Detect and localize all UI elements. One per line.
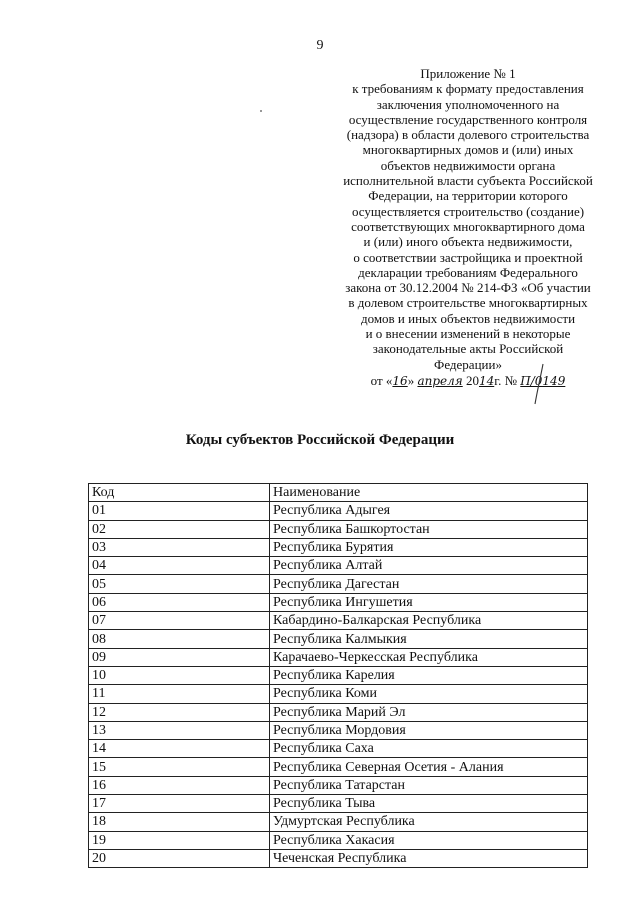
appendix-line: Приложение № 1 — [420, 66, 516, 81]
order-mid: » — [407, 372, 418, 388]
region-name: Республика Мордовия — [270, 721, 588, 739]
region-name: Республика Ингушетия — [270, 593, 588, 611]
appendix-line: заключения уполномоченного на — [376, 96, 560, 112]
region-name: Республика Коми — [270, 685, 588, 703]
region-name: Карачаево-Черкесская Республика — [270, 648, 588, 666]
region-code: 16 — [89, 776, 270, 794]
table-row — [89, 740, 588, 758]
appendix-line: и (или) иного объекта недвижимости, — [363, 234, 573, 250]
scan-speck — [260, 110, 262, 112]
appendix-line: в долевом строительстве многоквартирных — [348, 295, 588, 311]
appendix-line: осуществление государственного контроля — [348, 111, 588, 127]
appendix-line: осуществляется строительство (создание) — [351, 203, 585, 219]
region-name: Республика Тыва — [270, 795, 588, 813]
region-name: Республика Марий Эл — [270, 703, 588, 721]
table-row — [89, 795, 588, 813]
region-name: Кабардино-Балкарская Республика — [270, 612, 588, 630]
appendix-line: соответствующих многоквартирного дома — [351, 218, 585, 234]
table-row — [89, 593, 588, 611]
region-code: 17 — [89, 795, 270, 813]
region-name: Республика Башкортостан — [270, 520, 588, 538]
appendix-header — [318, 66, 618, 389]
region-code: 04 — [89, 557, 270, 575]
region-code: 19 — [89, 831, 270, 849]
table-row — [89, 538, 588, 556]
order-reference — [318, 373, 618, 389]
table-row — [89, 648, 588, 666]
table-row — [89, 685, 588, 703]
table-row — [89, 831, 588, 849]
appendix-line: закона от 30.12.2004 № 214-ФЗ «Об участии — [345, 280, 591, 296]
order-prefix: от « — [370, 372, 393, 388]
table-row — [89, 703, 588, 721]
region-code: 09 — [89, 648, 270, 666]
table-row — [89, 575, 588, 593]
table-row — [89, 630, 588, 648]
region-code: 11 — [89, 685, 270, 703]
appendix-line: домов и иных объектов недвижимости — [360, 310, 576, 326]
table-row — [89, 849, 588, 867]
table-header-row — [89, 484, 588, 502]
order-day: 16 — [392, 373, 408, 388]
table-row — [89, 776, 588, 794]
region-name: Республика Татарстан — [270, 776, 588, 794]
appendix-line: законодательные акты Российской — [372, 341, 564, 357]
table-row — [89, 813, 588, 831]
region-name: Республика Северная Осетия - Алания — [270, 758, 588, 776]
region-name: Республика Бурятия — [270, 538, 588, 556]
appendix-line: исполнительной власти субъекта Российской — [343, 173, 593, 189]
appendix-line: и о внесении изменений в некоторые — [365, 326, 571, 342]
appendix-line: Федерации» — [434, 356, 502, 372]
region-code: 01 — [89, 502, 270, 520]
region-name: Республика Адыгея — [270, 502, 588, 520]
page-number: 9 — [316, 38, 324, 53]
region-code: 03 — [89, 538, 270, 556]
table-row — [89, 520, 588, 538]
appendix-line: декларации требованиям Федерального — [358, 264, 578, 280]
region-name: Республика Калмыкия — [270, 630, 588, 648]
region-code: 05 — [89, 575, 270, 593]
table-body — [89, 502, 588, 868]
appendix-line: о соответствии застройщика и проектной — [353, 249, 583, 265]
region-name: Республика Хакасия — [270, 831, 588, 849]
region-name: Удмуртская Республика — [270, 813, 588, 831]
region-code: 18 — [89, 813, 270, 831]
region-code: 10 — [89, 666, 270, 684]
region-code: 14 — [89, 740, 270, 758]
order-year-suffix: 14 — [478, 373, 495, 388]
appendix-line: объектов недвижимости органа — [380, 157, 556, 173]
region-name: Республика Алтай — [270, 557, 588, 575]
header-name: Наименование — [270, 484, 588, 502]
region-code: 06 — [89, 593, 270, 611]
table-row — [89, 721, 588, 739]
region-code: 07 — [89, 612, 270, 630]
region-name: Республика Дагестан — [270, 575, 588, 593]
region-name: Чеченская Республика — [270, 849, 588, 867]
table-row — [89, 557, 588, 575]
document-title: Коды субъектов Российской Федерации — [185, 432, 455, 448]
table-row — [89, 758, 588, 776]
appendix-line: к требованиям к формату предоставления — [352, 81, 584, 97]
table-row — [89, 666, 588, 684]
region-code: 20 — [89, 849, 270, 867]
region-code: 02 — [89, 520, 270, 538]
order-year-prefix: 20 — [462, 372, 479, 388]
header-code: Код — [89, 484, 270, 502]
appendix-line: многоквартирных домов и (или) иных — [362, 142, 574, 158]
appendix-line: Федерации, на территории которого — [368, 188, 568, 204]
table-row — [89, 502, 588, 520]
region-code: 08 — [89, 630, 270, 648]
region-code: 13 — [89, 721, 270, 739]
order-number: П/0149 — [520, 373, 566, 388]
region-code: 12 — [89, 703, 270, 721]
appendix-text — [318, 66, 618, 372]
handwritten-stroke — [533, 363, 545, 405]
order-month: апреля — [417, 373, 463, 388]
region-name: Республика Карелия — [270, 666, 588, 684]
region-code: 15 — [89, 758, 270, 776]
region-name: Республика Саха — [270, 740, 588, 758]
order-number-prefix: г. № — [494, 372, 521, 388]
table-row — [89, 612, 588, 630]
region-codes-table — [88, 483, 588, 868]
appendix-line: (надзора) в области долевого строительства — [346, 127, 590, 143]
